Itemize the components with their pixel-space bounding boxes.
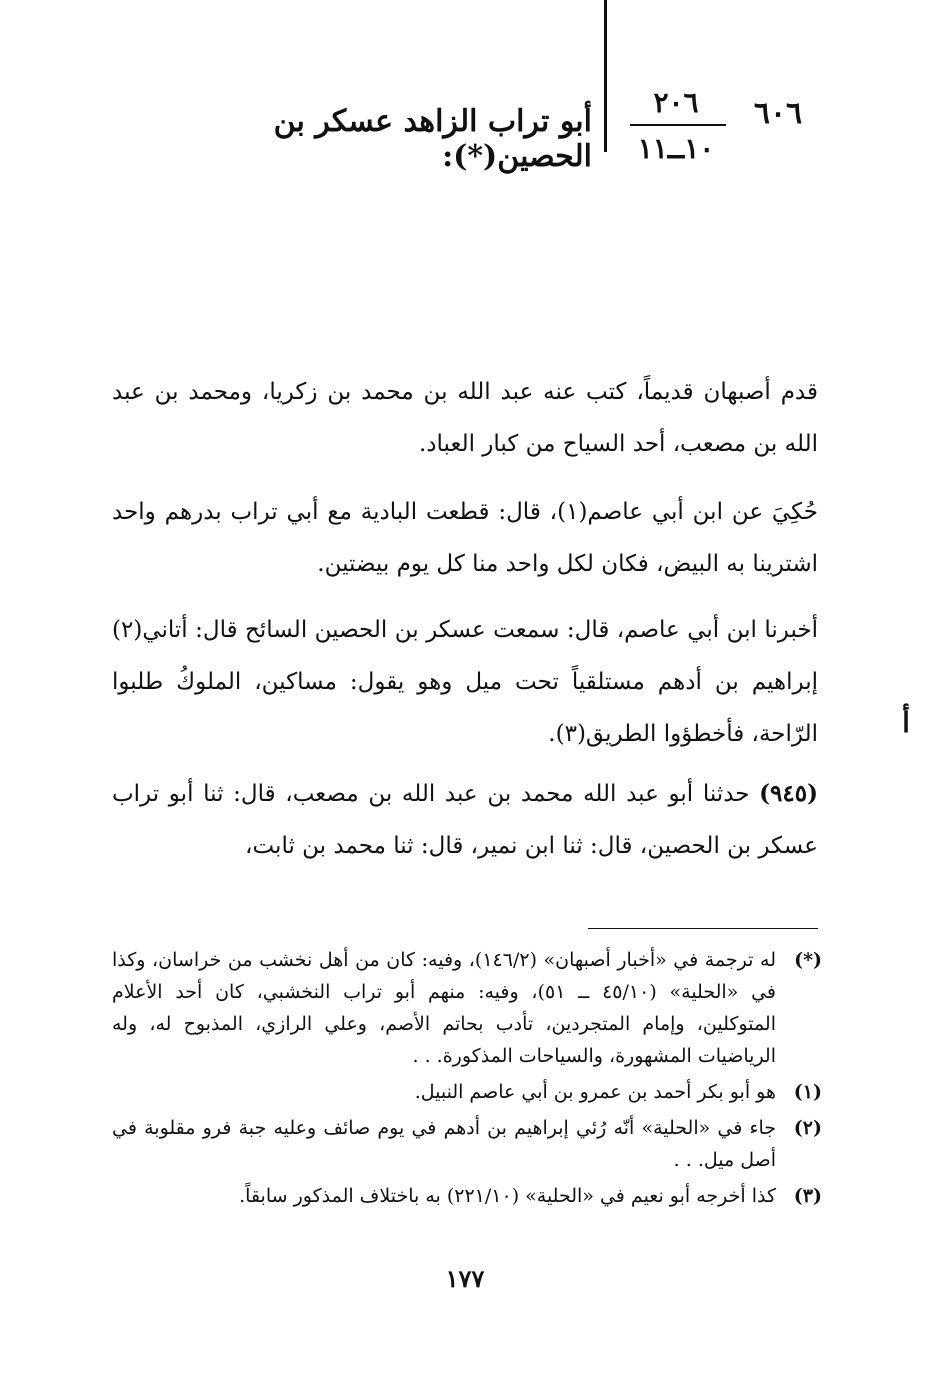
footnote bbox=[112, 1180, 822, 1212]
fraction-bar bbox=[630, 124, 726, 126]
body-paragraph bbox=[112, 366, 818, 470]
footnote-text: هو أبو بكر أحمد بن عمرو بن أبي عاصم النبيل. bbox=[414, 1081, 776, 1103]
footnote-marker: (٢) bbox=[793, 1117, 822, 1139]
footnote-marker: (*) bbox=[794, 949, 822, 971]
entry-number: ٦٠٦ bbox=[753, 96, 803, 131]
body-paragraph bbox=[112, 486, 818, 590]
footnote-text: له ترجمة في «أخبار أصبهان» (١٤٦/٢)، وفيه: كان من أهل نخشب من خراسان، وكذا في «الحلية» (٤٥/١٠ ــ ٥١)، وفيه: منهم أبو تراب النخشبي، كان أحد الأعلام المتوكلين، وإمام المتجردين، تأدب بحاتم الأصم، وعلي الرازي، المذبوح له، وله الرياضيات المشهورة، والسياحات المذكورة. . . bbox=[112, 949, 776, 1067]
paragraph-text: أخبرنا ابن أبي عاصم، قال: سمعت عسكر بن الحصين السائح قال: أتاني(٢) إبراهيم بن أدهم مستلقياً تحت ميل وهو يقول: مساكين، الملوكُ طلبوا الرّاحة، فأخطؤوا الطريق(٣). bbox=[112, 617, 818, 747]
header-divider bbox=[604, 0, 607, 152]
footnote bbox=[112, 1112, 822, 1176]
footnote-marker: (١) bbox=[793, 1081, 822, 1103]
paragraph-text: حدثنا أبو عبد الله محمد بن عبد الله بن مصعب، قال: ثنا أبو تراب عسكر بن الحصين، قال: ثنا ابن نمير، قال: ثنا محمد بن ثابت، bbox=[112, 781, 818, 859]
footnote-text: جاء في «الحلية» أنّه رُئي إبراهيم بن أدهم في يوم صائف وعليه جبة فرو مقلوبة في أصل ميل. . . bbox=[112, 1117, 776, 1171]
fraction-denominator: ١٠ــ١١ bbox=[637, 132, 715, 165]
footnote bbox=[112, 1076, 822, 1108]
fraction-numerator: ٢٠٦ bbox=[653, 86, 699, 119]
hadith-number: (٩٤٥) bbox=[759, 780, 818, 807]
margin-mark: أ bbox=[902, 706, 910, 739]
paragraph-text: قدم أصبهان قديماً، كتب عنه عبد الله بن محمد بن زكريا، ومحمد بن عبد الله بن مصعب، أحد السياح من كبار العباد. bbox=[112, 379, 818, 457]
paragraph-text: حُكِيَ عن ابن أبي عاصم(١)، قال: قطعت البادية مع أبي تراب بدرهم واحد اشترينا به البيض، فكان لكل واحد منا كل يوم بيضتين. bbox=[112, 499, 819, 577]
body-paragraph bbox=[112, 604, 818, 760]
footnote-marker: (٣) bbox=[793, 1185, 822, 1207]
footnote bbox=[112, 944, 822, 1072]
footnote-text: كذا أخرجه أبو نعيم في «الحلية» (٢٢١/١٠) به باختلاف المذكور سابقاً. bbox=[239, 1185, 776, 1207]
footnote-rule bbox=[588, 928, 818, 929]
entry-title: أبو تراب الزاهد عسكر بن الحصين(*): bbox=[273, 104, 592, 174]
footnotes bbox=[112, 944, 822, 1216]
body-paragraph bbox=[112, 768, 818, 872]
page-number: ١٧٧ bbox=[445, 1264, 485, 1293]
